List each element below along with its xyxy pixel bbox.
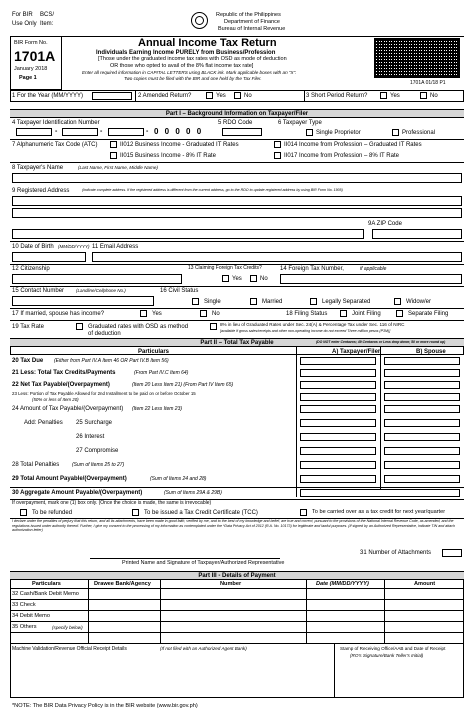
row-25-taxpayer-input[interactable] (300, 419, 376, 427)
col-number: Number (220, 581, 242, 587)
row-35-label: 35 Others (12, 624, 37, 630)
row-23-spouse-input[interactable] (384, 393, 460, 401)
short-period-no-checkbox[interactable] (420, 92, 427, 99)
taxpayer-name-input[interactable] (12, 173, 462, 183)
barcode-icon (374, 38, 460, 78)
part-1-header (10, 109, 464, 118)
row-22-spouse-input[interactable] (384, 381, 460, 389)
validation-area (10, 644, 464, 698)
amended-yes-label: Yes (216, 93, 226, 99)
row-24-sublabel: (Item 22 Less Item 23) (132, 406, 183, 412)
bcs-label: BCS/ (40, 12, 55, 18)
tax-rate-flat-label: 8% in lieu of Graduated Rates under Sec. 24(A) & Percentage Tax under Sec. 116 of NIRC (220, 322, 405, 327)
tin-input-3[interactable] (108, 128, 144, 136)
tax-rate-osd-label-2: of deduction (88, 331, 121, 337)
centavos-note: (DO NOT enter Centavos; 49 Centavos or Less drop down; 50 or more round up) (316, 340, 446, 344)
row-25-spouse-input[interactable] (384, 419, 460, 427)
single-proprietor-checkbox[interactable] (306, 129, 313, 136)
for-the-year-input[interactable] (92, 92, 132, 100)
item-9-label: 9 Registered Address (12, 188, 70, 194)
row-22-taxpayer-input[interactable] (300, 381, 376, 389)
atc-ii014-checkbox[interactable] (274, 141, 281, 148)
bir-form-1701a: For BIR BCS/ Use Only Item: BIR Form No. 1701A January 2018 Page 1 Republic of the Philippines Department of Finance Bureau of Internal Revenue Annual Income Tax Return Individuals Earning Income PURELY from Business/Profession [Those under the graduated income tax rates with OSD as mode of deduction OR those who opted to avail of the 8% flat income tax rate] Enter all required information in CAPITAL LETTERS using BLACK ink. Mark applicable boxes with an "X". Two copies must be filed with the BIR and one held by the Tax Filer. 1701A 01/18 P1 1 For the Year (MM/YYYY) 2 Amended Return? Yes No 3 Short Period Return? Yes No Part I – Background Information on Taxpayer/Filer 4 Taxpayer Identification Number - - - 0 0 0 0 0 5 RDO Code 6 Taxpayer Type Single Proprietor Professional 7 Alphanumeric Tax Code (ATC) II012 Business Income - Graduated IT Rates II014 Income from Profession – Graduated IT Rates II015 Business Income - 8% IT Rate II017 Income from Profession – 8% IT Rate 8 Taxpayer's Name (Last Name, First Name, Middle Name) 9 Registered Address (Indicate complete address. If the registered address is different from the current address, go to the RDO to update registered address by using BIR Form No. 1905) 9A ZIP Code 10 Date of Birth (MM/DD/YYYY) 11 Email Address 12 Citizenship 13 Claiming Foreign Tax Credits? Yes No 14 Foreign Tax Number, if applicable 15 Contact Number (Landline/Cellphone No.) 16 Civil Status Single Married Legally Separated Widow/er 17 If married, spouse has income? Yes No 18 Filing Status Joint Filing Separate Filing 19 Tax Rate Graduated rates with OSD as method of deduction 8% in lieu of Graduated Rates under Sec. 24(A) & Percentage Tax under Sec. 116 of NIRC [available if gross sales/receipts and other non-operating income do not exceed Three million pesos (P3M)] Part II – Total Tax Payable (DO NOT enter Centavos; 49 Centavos or Less drop down; 50 or more round up) Particulars A) Taxpayer/Filer B) Spouse 20 Tax Due (Either from Part IV.A Item 46 OR Part IV.B Item 56) 21 Less: Total Tax Credits/Payments (From Part IV.C Item 64) 22 Net Tax Payable/(Overpayment) (Item 20 Less Item 21) (From Part IV Item 65) 23 Less: Portion of Tax Payable Allowed for 2nd Installment to be paid on or before October 15 (50% or less of Item 20) 24 Amount of Tax Payable/(Overpayment) (Item 22 Less Item 23) Add: Penalties 25 Surcharge 26 Interest 27 Compromise 28 Total Penalties (Sum of Items 25 to 27) 29 Total Amount Payable/(Overpayment) (Sum of Items 24 and 28) 30 Aggregate Amount Payable/(Overpayment) (Sum of Items 29A & 29B) If overpayment, mark one (1) box only. (Once the choice is made, the same is irrevocable) To be refunded To be issued a Tax Credit Certificate (TCC) To be carried over as a tax credit for next year/quarter I declare under the penalties of perjury that this return, and all its attachments, have been made in good faith, verified by me, and to the best of my knowledge and belief, are true and correct, pursuant to the provisions of the National Internal Revenue Code, as amended, and the regulations issued under authority thereof. Further, I give my consent to the processing of my information as contemplated under the *Data Privacy Act of 2012 (R.A. No. 10173) for legitimate and lawful purposes. (If signed by an Authorized Representative, indicate TIN and attach authorization letter) 31 Number of Attachments Printed Name and Signature of Taxpayer/Authorized Representative Part III - Details of Payment Particulars Drawee Bank/Agency Number Date (MM/DD/YYYY) Amount 32 Cash/Bank Debit Memo 33 Check 34 Debit Memo 35 Others (specify below) Machine Validation/Revenue Official Receipt Details (If not filed with an Authorized Agent Bank) Stamp of Receiving Office/AAB and Date of Receipt (RO's Signature/Bank Teller's Initial) *NOTE: The BIR Data Privacy Policy is in the BIR website (www.bir.gov.ph) (10, 10, 464, 716)
row-28-label: 28 Total Penalties (12, 462, 60, 468)
overpayment-note: If overpayment, mark one (1) box only. (Once the choice is made, the same is irrevocable) (12, 500, 212, 506)
spouse-income-no-checkbox[interactable] (200, 310, 207, 317)
attachments-input[interactable] (442, 549, 462, 557)
spouse-column-header: B) Spouse (416, 349, 446, 355)
row-28-sublabel: (Sum of Items 25 to 27) (72, 462, 125, 468)
item-label: Item: (40, 21, 54, 27)
form-number: 1701A (14, 48, 56, 64)
carry-over-checkbox[interactable] (300, 509, 307, 516)
form-subtitle-2: [Those under the graduated income tax rates with OSD as mode of deduction (98, 56, 287, 62)
part-2-column-header (10, 347, 464, 355)
item-11-label: 11 Email Address (92, 244, 139, 250)
atc-ii015-checkbox[interactable] (110, 152, 117, 159)
row-23-taxpayer-input[interactable] (300, 393, 376, 401)
part-3-header (10, 571, 464, 580)
item-2-label: 2 Amended Return? (138, 93, 192, 99)
row-23-label: 23 Less: Portion of Tax Payable Allowed for 2nd Installment to be paid on or before October 15 (12, 391, 196, 396)
row-23-sublabel: (50% or less of Item 20) (32, 397, 79, 402)
row-26-taxpayer-input[interactable] (300, 433, 376, 441)
machine-validation-label: Machine Validation/Revenue Official Receipt Details (12, 646, 127, 652)
bureau-label: Bureau of Internal Revenue (218, 26, 286, 32)
foreign-credit-yes-checkbox[interactable] (222, 275, 229, 282)
instructions-2: Two copies must be filed with the BIR and one held by the Tax Filer. (124, 76, 262, 81)
item-13-label: 13 Claiming Foreign Tax Credits? (188, 265, 262, 271)
item-1-label: 1 For the Year (MM/YYYY) (12, 93, 84, 99)
row-29-sublabel: (Sum of Items 24 and 28) (150, 476, 207, 482)
row-30-aggregate-input[interactable] (300, 489, 460, 497)
row-30-sublabel: (Sum of Items 29A & 29B) (164, 490, 222, 496)
civil-separated-checkbox[interactable] (310, 298, 317, 305)
item-5-label: 5 RDO Code (218, 120, 253, 126)
row-27-taxpayer-input[interactable] (300, 447, 376, 455)
amended-no-label: No (244, 93, 252, 99)
payment-row-32[interactable] (160, 589, 464, 599)
joint-filing-label: Joint Filing (352, 311, 381, 317)
add-penalties-label: Add: Penalties (24, 420, 63, 426)
tin-branch-code: 0 0 0 0 0 (154, 127, 204, 136)
row-35-sublabel: (specify below) (52, 625, 83, 630)
atc-ii017-label: II017 Income from Profession – 8% IT Rate (284, 153, 399, 159)
item-12-label: 12 Citizenship (12, 266, 50, 272)
address-input-1[interactable] (12, 196, 462, 206)
atc-ii012-checkbox[interactable] (110, 141, 117, 148)
row-29-spouse-input[interactable] (384, 475, 460, 483)
tcc-checkbox[interactable] (132, 509, 139, 516)
col-date: Date (MM/DD/YYYY) (316, 581, 369, 587)
foreign-credit-no-label: No (260, 276, 268, 282)
stamp-label: Stamp of Receiving Office/AAB and Date of Receipt (340, 646, 446, 651)
row-20-spouse-input[interactable] (384, 357, 460, 365)
item-8-sublabel: (Last Name, First Name, Middle Name) (78, 165, 158, 170)
foreign-tax-number-input[interactable] (280, 274, 462, 284)
item-8-label: 8 Taxpayer's Name (12, 165, 64, 171)
form-subtitle-3: OR those who opted to avail of the 8% flat income tax rate] (110, 63, 254, 69)
form-title: Annual Income Tax Return (138, 37, 277, 49)
item-18-label: 18 Filing Status (286, 311, 328, 317)
item-16-label: 16 Civil Status (160, 288, 199, 294)
item-14-sublabel: if applicable (360, 266, 387, 272)
item-14-label: 14 Foreign Tax Number, (280, 266, 344, 272)
row-33-label: 33 Check (12, 602, 36, 608)
civil-single-checkbox[interactable] (192, 298, 199, 305)
citizenship-input[interactable] (12, 274, 182, 284)
row-24-taxpayer-input[interactable] (300, 405, 376, 413)
row-27-spouse-input[interactable] (384, 447, 460, 455)
short-period-yes-checkbox[interactable] (380, 92, 387, 99)
row-22-label: 22 Net Tax Payable/(Overpayment) (12, 382, 110, 388)
signature-label: Printed Name and Signature of Taxpayer/Authorized Representative (122, 560, 285, 566)
atc-ii014-label: II014 Income from Profession – Graduated IT Rates (284, 142, 422, 148)
row-29-taxpayer-input[interactable] (300, 475, 376, 483)
item-15-sublabel: (Landline/Cellphone No.) (76, 288, 126, 293)
tin-input-1[interactable] (16, 128, 52, 136)
stamp-sublabel: (RO's Signature/Bank Teller's Initial) (350, 653, 424, 658)
carry-over-label: To be carried over as a tax credit for next year/quarter (312, 509, 446, 515)
civil-married-label: Married (262, 299, 283, 305)
row-21-sublabel: (From Part IV.C Item 64) (134, 370, 189, 376)
refund-checkbox[interactable] (20, 509, 27, 516)
row-32-label: 32 Cash/Bank Debit Memo (12, 591, 79, 597)
row-20-label: 20 Tax Due (12, 358, 44, 364)
joint-filing-checkbox[interactable] (340, 310, 347, 317)
row-21-spouse-input[interactable] (384, 369, 460, 377)
row-26-label: 26 Interest (76, 434, 105, 440)
item-3-label: 3 Short Period Return? (306, 93, 368, 99)
row-31-label: 31 Number of Attachments (360, 550, 432, 556)
use-only-label: Use Only (12, 21, 37, 27)
declaration-text: I declare under the penalties of perjury that this return, and all its attachments, have been made in good faith, verified by me, and to the best of my knowledge and belief, are true and correct, pursuant to the provisions of the National Internal Revenue Code, as amended, and the regulations issued under authority thereof. Further, I give my consent to the processing of my information as contemplated under the *Data Privacy Act of 2012 (R.A. No. 10173) for legitimate and lawful purposes. (If signed by an Authorized Representative, indicate TIN and attach authorization letter) (12, 519, 456, 532)
taxpayer-column-header: A) Taxpayer/Filer (332, 349, 381, 355)
row-28-spouse-input[interactable] (384, 461, 460, 469)
spouse-income-yes-checkbox[interactable] (140, 310, 147, 317)
item-6-label: 6 Taxpayer Type (278, 120, 322, 126)
privacy-note: *NOTE: The BIR Data Privacy Policy is in the BIR website (www.bir.gov.ph) (12, 703, 198, 709)
tcc-label: To be issued a Tax Credit Certificate (TCC) (144, 510, 258, 516)
col-drawee-bank: Drawee Bank/Agency (94, 581, 151, 587)
short-period-yes-label: Yes (390, 93, 400, 99)
form-no-label: BIR Form No. (14, 40, 48, 46)
row-22-sublabel: (Item 20 Less Item 21) (From Part IV Item 65) (132, 382, 234, 388)
civil-separated-label: Legally Separated (322, 299, 371, 305)
civil-widow-label: Widow/er (406, 299, 432, 305)
part-3-title: Part III - Details of Payment (198, 573, 276, 579)
tax-rate-osd-checkbox[interactable] (76, 323, 83, 330)
row-29-label: 29 Total Amount Payable/(Overpayment) (12, 476, 127, 482)
civil-married-checkbox[interactable] (250, 298, 257, 305)
amended-no-checkbox[interactable] (234, 92, 241, 99)
row-27-label: 27 Compromise (76, 448, 119, 454)
item-7-label: 7 Alphanumeric Tax Code (ATC) (12, 142, 98, 148)
row-21-label: 21 Less: Total Tax Credits/Payments (12, 370, 116, 376)
email-input[interactable] (92, 252, 462, 262)
refund-label: To be refunded (32, 510, 73, 516)
instructions: Enter all required information in CAPITAL LETTERS using BLACK ink. Mark applicable boxes with an "X". (82, 70, 297, 75)
row-25-label: 25 Surcharge (76, 420, 113, 426)
item-15-label: 15 Contact Number (12, 288, 65, 294)
contact-number-input[interactable] (12, 296, 154, 306)
foreign-credit-yes-label: Yes (232, 276, 242, 282)
atc-ii015-label: II015 Business Income - 8% IT Rate (120, 153, 216, 159)
machine-validation-sublabel: (If not filed with an Authorized Agent Bank) (160, 646, 247, 651)
item-9-sublabel: (Indicate complete address. If the registered address is different from the current address, go to the RDO to update registered address by using BIR Form No. 1905) (82, 188, 343, 192)
payment-row-33[interactable] (88, 600, 464, 610)
separate-filing-label: Separate Filing (408, 311, 449, 317)
republic-label: Republic of the Philippines (216, 12, 281, 18)
address-input-3[interactable] (12, 229, 364, 239)
zip-code-input[interactable] (372, 229, 462, 239)
separate-filing-checkbox[interactable] (396, 310, 403, 317)
for-bir-label: For BIR (12, 12, 33, 18)
professional-label: Professional (402, 130, 436, 136)
page-number: Page 1 (19, 75, 37, 81)
item-19-label: 19 Tax Rate (12, 324, 44, 330)
civil-single-label: Single (204, 299, 221, 305)
barcode-code: 1701A 01/18 P1 (410, 80, 446, 86)
row-20-taxpayer-input[interactable] (300, 357, 376, 365)
foreign-credit-no-checkbox[interactable] (250, 275, 257, 282)
col-particulars: Particulars (32, 581, 61, 587)
row-34-label: 34 Debit Memo (12, 613, 50, 619)
part-1-title: Part I – Background Information on Taxpayer/Filer (165, 111, 309, 117)
bir-seal-icon (191, 12, 208, 29)
item-4-label: 4 Taxpayer Identification Number (12, 120, 100, 126)
professional-checkbox[interactable] (392, 129, 399, 136)
item-10-label: 10 Date of Birth (12, 244, 54, 250)
dept-label: Department of Finance (224, 19, 280, 25)
particulars-header: Particulars (138, 349, 170, 355)
item-17-label: 17 If married, spouse has income? (12, 311, 105, 317)
spouse-income-yes-label: Yes (152, 311, 162, 317)
row-20-sublabel: (Either from Part IV.A Item 46 OR Part IV.B Item 56) (54, 358, 169, 364)
atc-ii017-checkbox[interactable] (274, 152, 281, 159)
atc-ii012-label: II012 Business Income - Graduated IT Rates (120, 142, 239, 148)
address-input-2[interactable] (12, 208, 462, 218)
tax-rate-osd-label: Graduated rates with OSD as method (88, 324, 189, 330)
item-10-sublabel: (MM/DD/YYYY) (58, 244, 90, 249)
row-21-taxpayer-input[interactable] (300, 369, 376, 377)
amended-yes-checkbox[interactable] (206, 92, 213, 99)
part-2-title: Part II – Total Tax Payable (200, 340, 274, 346)
row-24-spouse-input[interactable] (384, 405, 460, 413)
col-amount: Amount (414, 581, 436, 587)
bir-use-box (10, 10, 62, 36)
spouse-income-no-label: No (212, 311, 220, 317)
payment-row-35[interactable] (10, 633, 464, 643)
rdo-code-input[interactable] (222, 128, 262, 136)
row-30-label: 30 Aggregate Amount Payable/(Overpayment) (12, 490, 143, 496)
date-of-birth-input[interactable] (12, 252, 86, 262)
form-edition: January 2018 (14, 66, 48, 72)
row-28-taxpayer-input[interactable] (300, 461, 376, 469)
form-subtitle: Individuals Earning Income PURELY from Business/Profession (96, 50, 276, 56)
item-9a-label: 9A ZIP Code (368, 221, 402, 227)
short-period-no-label: No (430, 93, 438, 99)
single-proprietor-label: Single Proprietor (316, 130, 361, 136)
form-number-box (10, 36, 62, 90)
tin-input-2[interactable] (62, 128, 98, 136)
tax-rate-flat-checkbox[interactable] (210, 323, 217, 330)
row-26-spouse-input[interactable] (384, 433, 460, 441)
civil-widow-checkbox[interactable] (394, 298, 401, 305)
row-24-label: 24 Amount of Tax Payable/(Overpayment) (12, 406, 124, 412)
tax-rate-flat-label-2: [available if gross sales/receipts and other non-operating income do not exceed Three million pesos (P3M)] (220, 329, 391, 333)
payment-row-34[interactable] (160, 611, 464, 621)
